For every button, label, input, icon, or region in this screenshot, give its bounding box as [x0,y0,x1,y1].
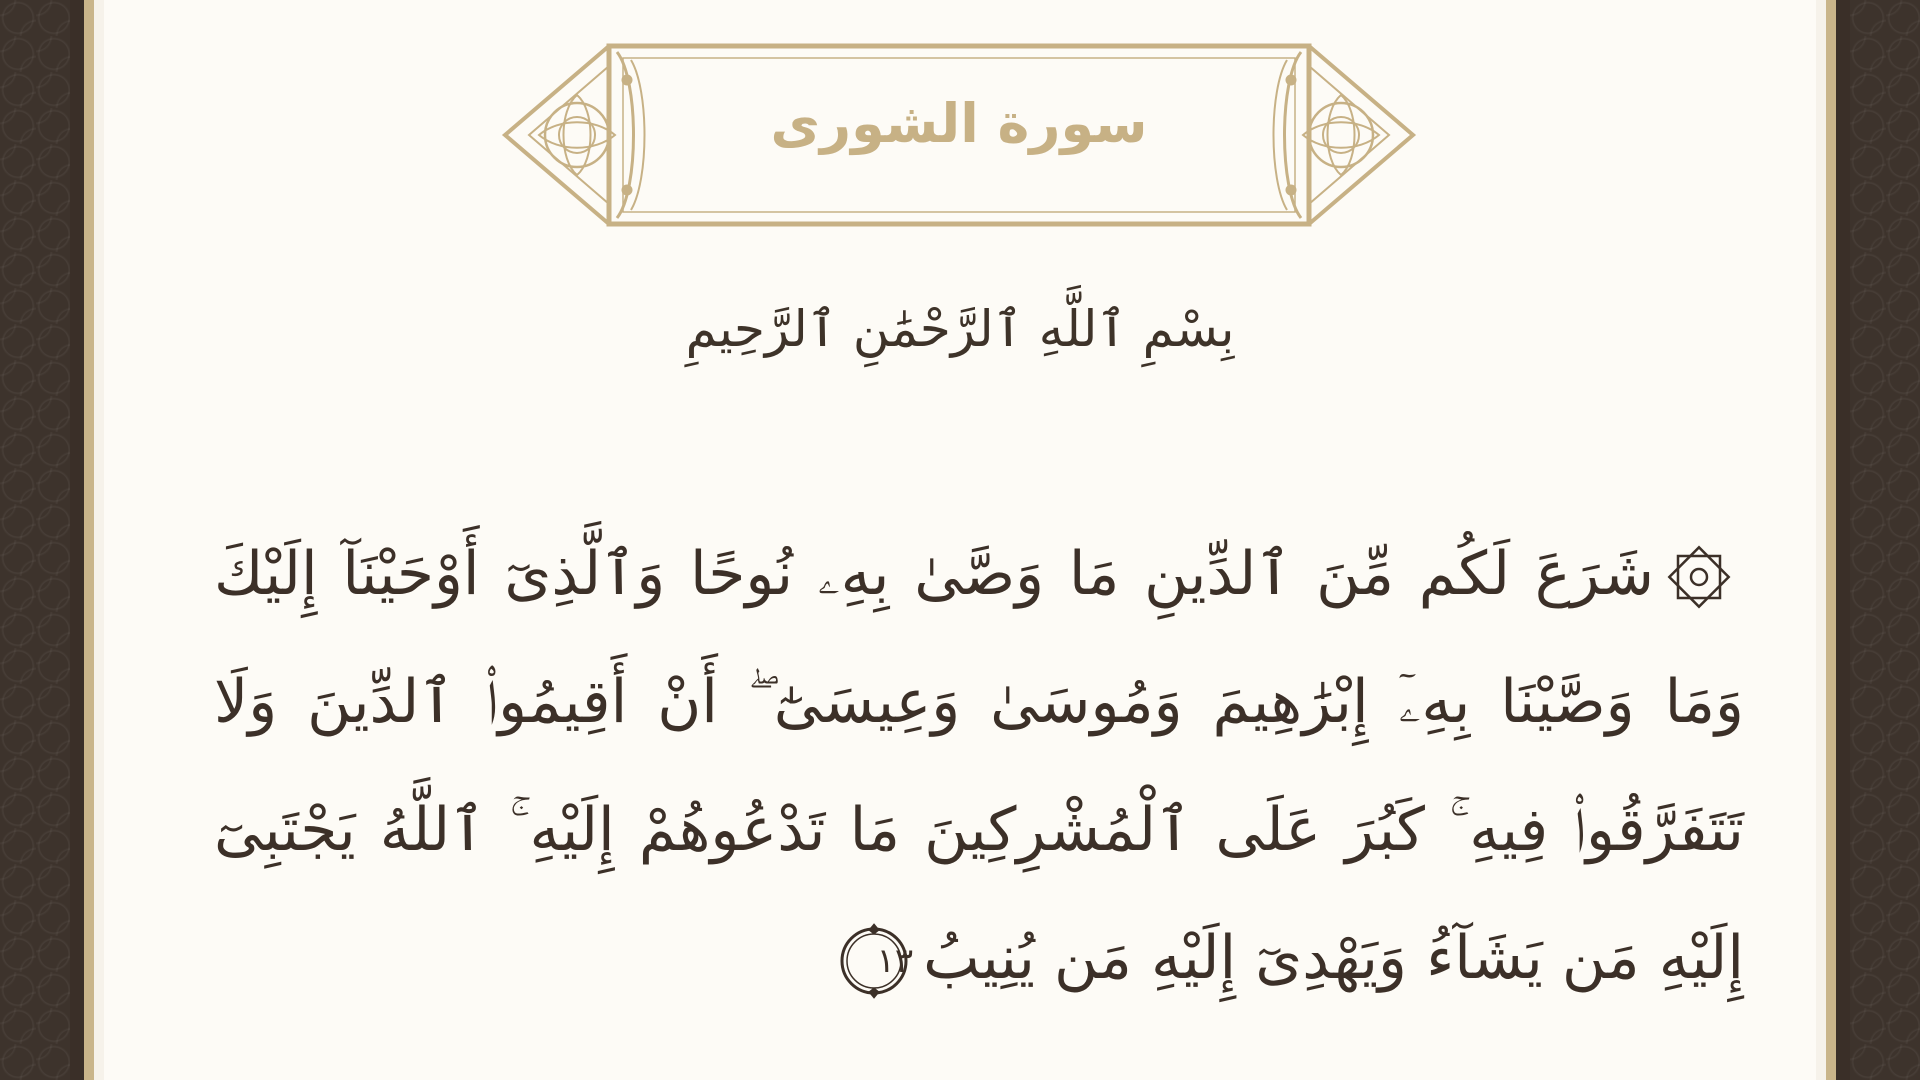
left-ornamental-border [0,0,70,1080]
verse-block [214,510,1744,1022]
surah-header-frame [499,40,1419,230]
ayah-number-marker [835,922,913,1000]
paper-edge-left [94,0,104,1080]
right-gold-rule [1826,0,1836,1080]
left-gold-rule [84,0,94,1080]
surah-title: سورة الشورى [770,92,1148,155]
ayah-number: ١٣ [876,941,914,982]
right-ornamental-border [1850,0,1920,1080]
section-start-icon [1664,542,1734,612]
paper-edge-right [1816,0,1826,1080]
page-paper [94,0,1826,1080]
verse-text: شَرَعَ لَكُم مِّنَ ٱلدِّينِ مَا وَصَّىٰ بِهِۦ نُوحًا وَٱلَّذِىٓ أَوْحَيْنَآ إِلَيْكَ وَمَا وَصَّيْنَا بِهِۦٓ إِبْرَٰهِيمَ وَمُوسَىٰ وَعِيسَىٰٓ ۖ أَنْ أَقِيمُوا۟ ٱلدِّينَ وَلَا تَتَفَرَّقُوا۟ فِيهِ ۚ كَبُرَ عَلَى ٱلْمُشْرِكِينَ مَا تَدْعُوهُمْ إِلَيْهِ ۚ ٱللَّهُ يَجْتَبِىٓ إِلَيْهِ مَن يَشَآءُ وَيَهْدِىٓ إِلَيْهِ مَن يُنِيبُ [214,539,1744,993]
basmala: بِسْمِ ٱللَّهِ ٱلرَّحْمَٰنِ ٱلرَّحِيمِ [685,300,1235,358]
